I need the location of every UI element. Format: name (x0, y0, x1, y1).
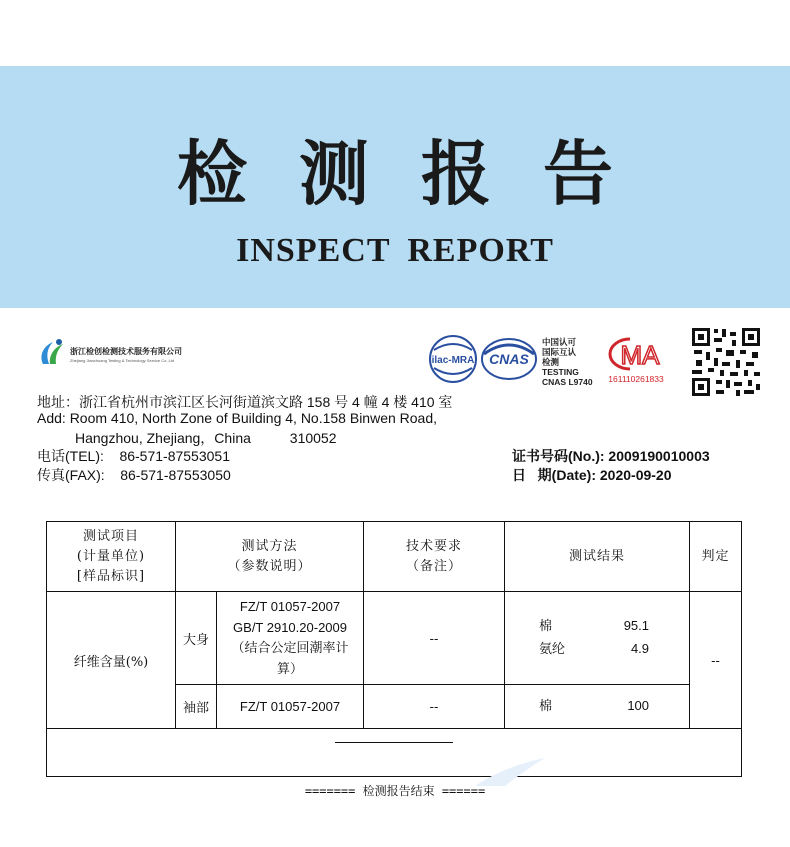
report-title-en: INSPECT REPORT (236, 232, 554, 269)
cnas-logo-icon (480, 336, 538, 382)
method-line: （结合公定回潮率计 (231, 641, 349, 656)
certificate-number: 证书号码(No.): 2009190010003 (512, 448, 710, 464)
header-line: 测试方法 (241, 538, 298, 554)
result-fiber-name: 棉 (539, 699, 553, 714)
cnas-text-line: TESTING (542, 367, 579, 377)
cnas-text-line: CNAS L9740 (542, 377, 593, 387)
ilac-label: ilac-MRA (431, 355, 475, 366)
qr-code-icon (690, 326, 762, 398)
end-divider (335, 742, 453, 743)
header-line: （参数说明） (227, 558, 312, 574)
part-label: 大身 (176, 592, 217, 685)
requirement-cell: -- (364, 685, 505, 729)
result-cell (505, 592, 690, 685)
cma-logo-icon (600, 336, 670, 372)
table-row (47, 592, 742, 685)
header-requirement (364, 522, 505, 592)
result-fiber-value: 100 (627, 698, 650, 713)
method-cell (217, 592, 364, 685)
method-line: 算） (277, 662, 304, 677)
result-fiber-name: 氨纶 (539, 642, 566, 657)
test-results-table (46, 521, 742, 777)
telephone: 电话(TEL): 86-571-87553051 (37, 448, 230, 464)
empty-cell (47, 729, 742, 777)
address-cn: 地址：浙江省杭州市滨江区长河街道滨文路 158 号 4 幢 4 楼 410 室 (37, 394, 453, 410)
result-fiber-name: 棉 (539, 619, 553, 634)
result-cell (505, 685, 690, 729)
report-date: 日 期(Date): 2020-09-20 (512, 467, 672, 483)
company-logo-icon (37, 338, 67, 368)
result-fiber-value: 95.1 (623, 618, 650, 633)
header-result: 测试结果 (505, 522, 690, 592)
cnas-text-line: 检测 (542, 357, 560, 367)
cma-number: 161110261833 (608, 374, 664, 384)
address-en-line-1: Add: Room 410, North Zone of Building 4, No.158 Binwen Road, (37, 410, 438, 426)
judgement-cell: -- (690, 592, 742, 729)
method-line: GB/T 2910.20-2009 (233, 620, 347, 635)
result-line (505, 615, 689, 638)
method-line: FZ/T 01057-2007 (239, 599, 341, 614)
company-name-en: Zhejiang Jianchuang Testing & Technology Service Co.,Ltd (70, 358, 175, 363)
item-fiber-content: 纤维含量(%) (47, 592, 176, 729)
report-title-cn: 检测报告 (177, 132, 665, 215)
result-line (505, 638, 689, 661)
cnas-text-line: 中国认可 (542, 337, 577, 347)
requirement-cell: -- (364, 592, 505, 685)
header-line: 技术要求 (406, 538, 463, 554)
header-test-item (47, 522, 176, 592)
result-fiber-value: 4.9 (630, 641, 650, 656)
method-cell: FZ/T 01057-2007 (217, 685, 364, 729)
header-line: (计量单位) (76, 548, 146, 564)
header-line: 测试项目 (82, 528, 139, 544)
fax: 传真(FAX): 86-571-87553050 (37, 467, 231, 483)
company-name-cn: 浙江检创检测技术服务有限公司 (70, 347, 182, 356)
ilac-mra-logo-icon (426, 334, 480, 384)
ma-label: MA (620, 340, 660, 370)
report-end-text: ======= 检测报告结束 ====== (304, 784, 486, 798)
table-empty-row (47, 729, 742, 777)
header-line: [样品标识] (76, 568, 146, 584)
header-judgement: 判定 (690, 522, 742, 592)
cnas-accreditation-text (542, 337, 593, 387)
header-test-method (176, 522, 364, 592)
cnas-label: CNAS (489, 351, 529, 367)
address-en-line-2: Hangzhou, Zhejiang，China 310052 (75, 430, 337, 446)
part-label: 袖部 (176, 685, 217, 729)
header-line: （备注） (406, 558, 463, 574)
cnas-text-line: 国际互认 (542, 347, 577, 357)
result-line (505, 695, 689, 718)
